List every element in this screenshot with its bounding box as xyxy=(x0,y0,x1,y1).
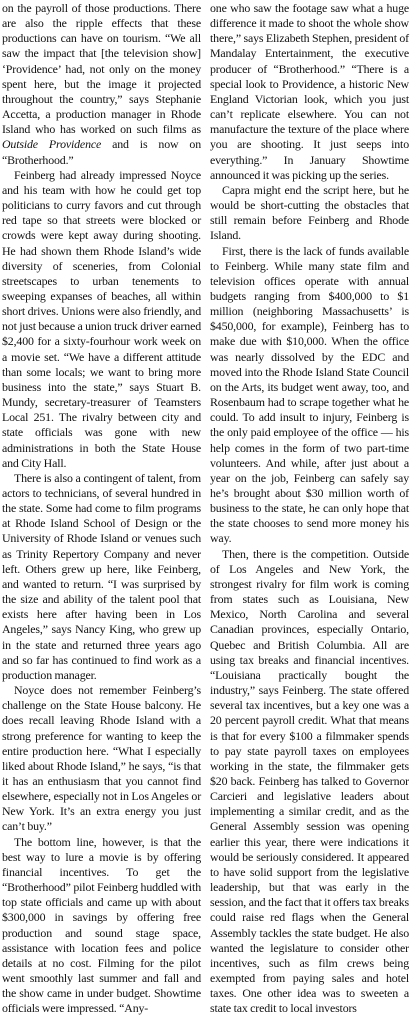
film-title: Outside Providence xyxy=(2,137,102,152)
paragraph-continued: on the payroll of those productions. There are also the ripple effects that these productions can have on tourism. “We all saw the impact that [the television show] ‘Providence’ had, not only on the money spent here, but the image it projected throughout the country,” says Stephanie Accetta, a production manager in Rhode Island who has worked on such films as Outside Providence and is now on “Brotherhood.” xyxy=(2,1,201,167)
left-column xyxy=(2,1,201,1016)
right-column xyxy=(210,1,409,1016)
paragraph: First, there is the lack of funds available to Feinberg. While many state film and television offices operate with annual budgets ranging from $400,000 to $1 million (neighboring Massachusetts’ is $450,000, for example), Feinberg has to make due with $10,000. When the office was nearly dissolved by the EDC and moved into the Rhode Island State Council on the Arts, its budget went away, too, and Rosenbaum had to scrape together what he could. To add insult to injury, Feinberg is the only paid employee of the office — his help comes in the form of two part-time volunteers. And while, after just about a year on the job, Feinberg can safely say he’s brought about $30 million worth of business to the state, he can only hope that the state chooses to send more money his way. xyxy=(210,243,409,546)
paragraph: Capra might end the script here, but he would be short-cutting the obstacles that still remain before Feinberg and Rhode Island. xyxy=(210,182,409,243)
paragraph: The bottom line, however, is that the best way to lure a movie is by offering financial incentives. To get the “Brotherhood” pilot Feinberg huddled with top state officials and came up with about $300,000 in savings by offering free production and sound stage space, assistance with location fees and police details at no cost. Filming for the pilot went smoothly last summer and fall and the show came in under budget. Showtime officials were impressed. “Any- xyxy=(2,834,201,1016)
paragraph: Feinberg had already impressed Noyce and his team with how he could get top politicians to curry favors and cut through red tape so that streets were blocked or crowds were kept away during shooting. He had shown them Rhode Island’s wide diversity of sceneries, from Colonial streetscapes to urban tenements to sweeping expanses of beaches, all within short drives. Unions were also friendly, and not just because a union truck driver earned $2,400 for a sixty-fourhour work week on a movie set. “We have a different attitude than some locals; we want to bring more business into the state,” says Stuart B. Mundy, secretary-treasurer of Teamsters Local 251. The rivalry between city and state officials was gone with new administrations in both the State House and City Hall. xyxy=(2,167,201,470)
paragraph: Noyce does not remember Feinberg’s challenge on the State House balcony. He does recall leaving Rhode Island with a strong preference for wanting to keep the entire production here. “What I especially liked about Rhode Island,” he says, “is that it has an enthusiasm that you cannot find elsewhere, especially not in Los Angeles or New York. It’s an extra energy you just can’t buy.” xyxy=(2,683,201,834)
paragraph: There is also a contingent of talent, from actors to technicians, of several hundred in the state. Some had come to film programs at Rhode Island School of Design or the University of Rhode Island or venues such as Trinity Repertory Company and never left. Others grew up here, like Feinberg, and wanted to return. “I was surprised by the size and ability of the talent pool that exists here after having been in Los Angeles,” says Nancy King, who grew up in the state and returned three years ago and so far has continued to find work as a production manager. xyxy=(2,470,201,682)
paragraph-continued: one who saw the footage saw what a huge difference it made to shoot the whole show there,” says Elizabeth Stephen, president of Mandalay Entertainment, the executive producer of “Brotherhood.” “There is a special look to Providence, a historic New England Victorian look, which you just can’t replicate elsewhere. You can not manufacture the texture of the place where you are shooting. It just seeps into everything.” In January Showtime announced it was picking up the series. xyxy=(210,1,409,182)
paragraph: Then, there is the competition. Outside of Los Angeles and New York, the strongest rivalry for film work is coming from states such as Louisiana, New Mexico, North Carolina and several Canadian provinces, especially Ontario, Quebec and British Columbia. All are using tax breaks and financial incentives. “Louisiana practically bought the industry,” says Feinberg. The state offered several tax incentives, but a key one was a 20 percent payroll credit. What that means is that for every $100 a filmmaker spends to pay state payroll taxes on employees working in the state, the filmmaker gets $20 back. Feinberg has talked to Governor Carcieri and legislative leaders about implementing a similar credit, and as the General Assembly session was opening earlier this year, there were indications it would be seriously considered. It appeared to have solid support from the legislative leadership, but that was early in the session, and the fact that it offers tax breaks could raise red flags when the General Assembly tackles the state budget. He also wanted the legislature to consider other incentives, such as film crews being exempted from paying sales and hotel taxes. One other idea was to sweeten a state tax credit to local investors xyxy=(210,546,409,1016)
